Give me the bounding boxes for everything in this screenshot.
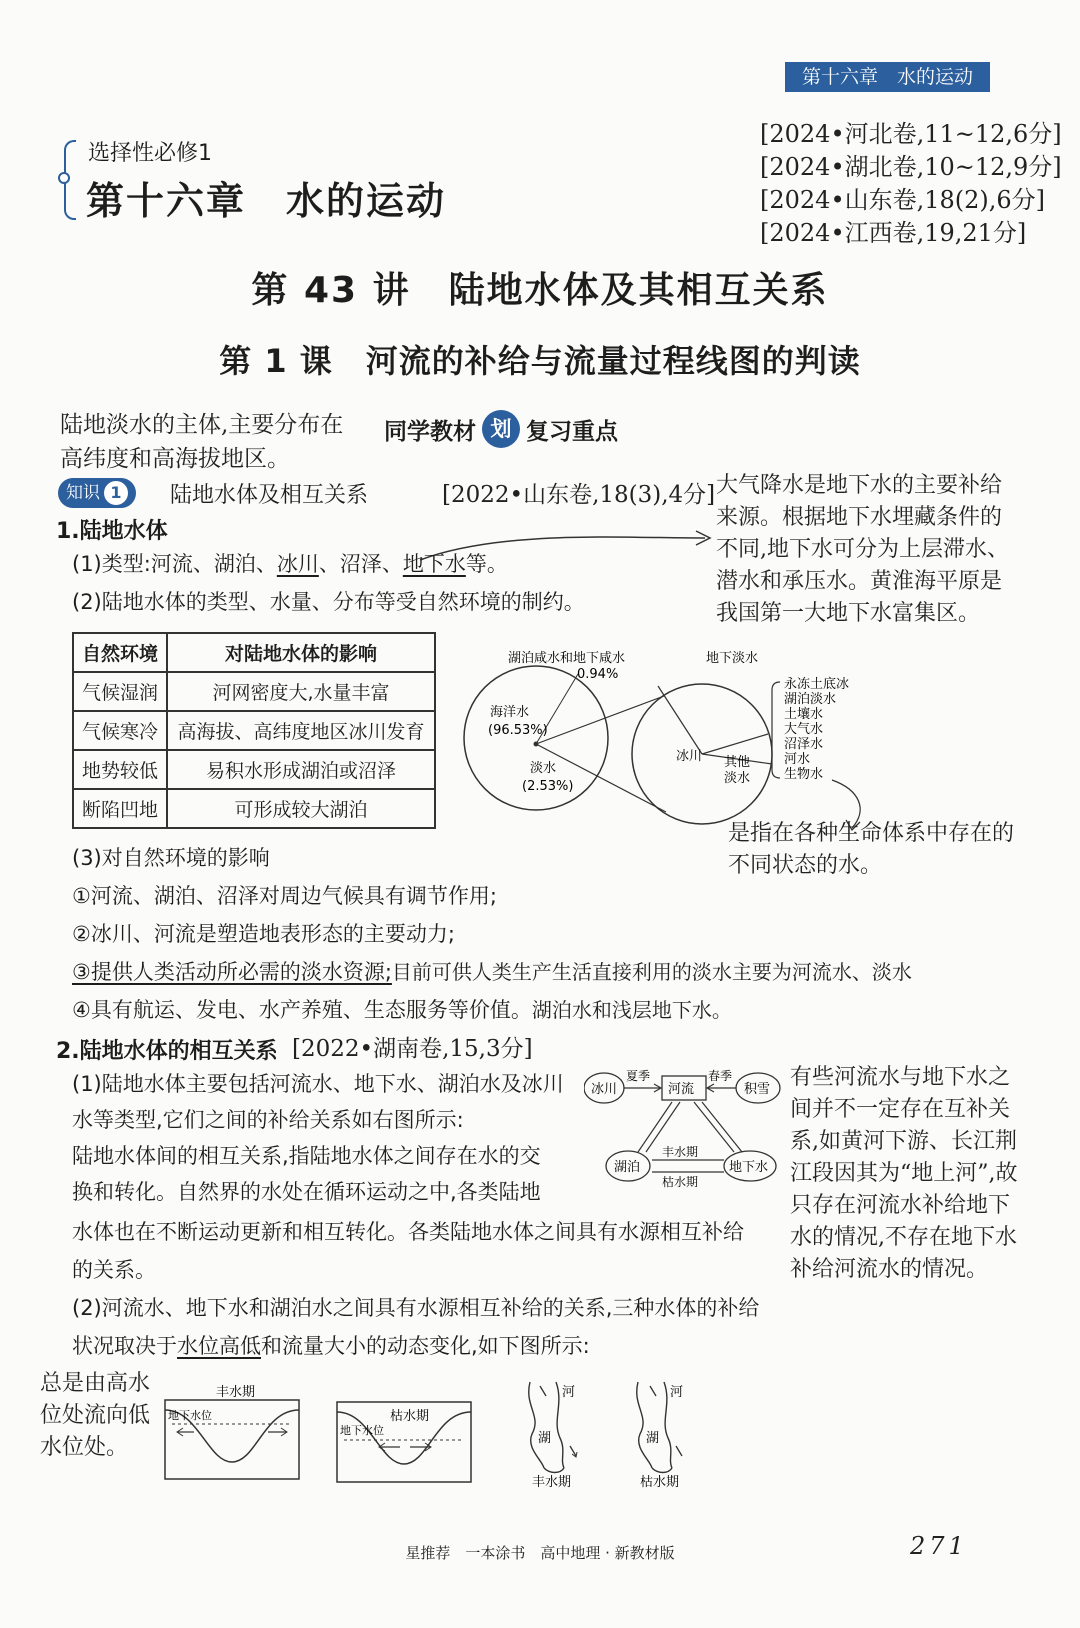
note-bottom-left: 总是由高水位处流向低水位处。 — [40, 1371, 151, 1460]
section2-p1a: (1)陆地水体主要包括河流水、地下水、湖泊水及冰川 — [72, 1072, 564, 1096]
label-snow: 积雪 — [744, 1082, 771, 1097]
d1-label: 地下水位 — [168, 1409, 212, 1422]
label-fresh-pct: (2.53%) — [522, 779, 574, 794]
section1-line3: (3)对自然环境的影响 — [72, 846, 270, 870]
d2-title: 枯水期 — [390, 1409, 430, 1424]
d2-label: 地下水位 — [340, 1424, 384, 1437]
other-item: 生物水 — [784, 767, 824, 782]
section2-p1c: 陆地水体间的相互关系,指陆地水体之间存在水的交 — [72, 1144, 541, 1168]
d4-river: 河 — [670, 1385, 684, 1400]
table-header-row — [73, 633, 435, 672]
review-header — [384, 410, 618, 448]
table-header: 自然环境 — [73, 633, 167, 672]
exam-ref: [2024•江西卷,19,21分] — [760, 219, 1027, 247]
inline-note-4: 湖泊水和浅层地下水。 — [531, 998, 732, 1022]
section2-p2a: (2)河流水、地下水和湖泊水之间具有水源相互补给的关系,三种水体的补给 — [72, 1296, 760, 1320]
environment-table — [72, 632, 436, 829]
section2-heading: 2.陆地水体的相互关系 — [56, 1039, 278, 1064]
label-ground-fresh: 地下淡水 — [706, 651, 759, 666]
label-salty-pct: 0.94% — [577, 667, 619, 682]
label-low: 枯水期 — [662, 1175, 699, 1189]
other-item: 湖泊淡水 — [784, 692, 837, 707]
diagram-high-water — [164, 1384, 300, 1480]
table-cell: 高海拔、高纬度地区冰川发育 — [167, 711, 435, 750]
label-lake: 湖泊 — [614, 1160, 641, 1175]
note-relation: 有些河流水与地下水之间并不一定存在互补关系,如黄河下游、长江荆江段因其为“地上河”,故只存在河流水补给地下水的情况,不存在地下水补给河流水的情况。 — [790, 1065, 1018, 1282]
other-item: 河水 — [784, 752, 811, 767]
chapter-title: 第十六章 水的运动 — [86, 179, 447, 223]
table-row — [73, 711, 435, 750]
line1-underline: 冰川 — [276, 552, 319, 576]
label-river: 河流 — [668, 1082, 695, 1097]
knowledge-badge-number: 1 — [104, 481, 128, 505]
exam-ref: [2024•湖北卷,10~12,9分] — [760, 153, 1062, 181]
d4-caption: 枯水期 — [640, 1475, 680, 1490]
note-right-top: 大气降水是地下水的主要补给来源。根据地下水埋藏条件的不同,地下水可分为上层滞水、潜水和承压水。黄淮海平原是我国第一大地下水富集区。 — [716, 473, 1009, 626]
footer-text: 星推荐 一本涂书 高中地理 · 新教材版 — [405, 1544, 675, 1562]
lecture-title: 第 43 讲 陆地水体及其相互关系 — [251, 270, 829, 311]
table-cell: 气候湿润 — [73, 672, 167, 711]
label-ground: 地下水 — [729, 1160, 769, 1175]
review-badge: 划 — [482, 410, 520, 448]
p2b-text: 状况取决于 — [72, 1334, 177, 1358]
review-prefix: 同学教材 — [384, 418, 476, 445]
table-cell: 气候寒冷 — [73, 711, 167, 750]
section2-p1d: 换和转化。自然界的水处在循环运动之中,各类陆地 — [72, 1180, 541, 1204]
table-row — [73, 672, 435, 711]
section1-item1: ①河流、湖泊、沼泽对周边气候具有调节作用; — [72, 884, 497, 908]
d1-title: 丰水期 — [216, 1385, 256, 1400]
section1-item4 — [72, 994, 732, 1026]
label-summer: 夏季 — [626, 1069, 651, 1083]
d3-river: 河 — [562, 1385, 576, 1400]
chapter-tab: 第十六章 水的运动 — [785, 62, 990, 92]
section2-p1e: 水体也在不断运动更新和相互转化。各类陆地水体之间具有水源相互补给 — [72, 1220, 744, 1244]
diagram-low-water — [336, 1392, 472, 1484]
p2b-underline: 水位高低 — [177, 1334, 261, 1358]
water-distribution-diagram — [460, 640, 880, 840]
line1-underline: 地下水 — [402, 552, 466, 576]
label-glacier: 冰川 — [591, 1082, 618, 1097]
table-row — [73, 750, 435, 789]
d3-caption: 丰水期 — [532, 1475, 572, 1490]
p2b-text: 和流量大小的动态变化,如下图所示: — [261, 1334, 590, 1358]
page-number: 271 — [910, 1532, 968, 1560]
relation-diagram — [584, 1064, 784, 1194]
knowledge-title: 陆地水体及相互关系 — [170, 483, 369, 508]
lesson-title: 第 1 课 河流的补给与流量过程线图的判读 — [219, 342, 861, 380]
label-other: 其他 — [724, 755, 751, 770]
section1-heading: 1.陆地水体 — [56, 519, 168, 544]
label-salty: 湖泊咸水和地下咸水 — [508, 651, 626, 666]
knowledge-ref: [2022•山东卷,18(3),4分] — [442, 482, 716, 508]
note-right-mid: 是指在各种生命体系中存在的不同状态的水。 — [728, 821, 1015, 878]
table-cell: 断陷凹地 — [73, 789, 167, 828]
table-cell: 河网密度大,水量丰富 — [167, 672, 435, 711]
other-item: 沼泽水 — [784, 737, 824, 752]
exam-ref: [2024•河北卷,11~12,6分] — [760, 120, 1062, 148]
label-glacier: 冰川 — [676, 749, 703, 764]
label-fresh: 淡水 — [530, 761, 557, 776]
other-item: 永冻土底冰 — [784, 677, 850, 692]
label-other2: 淡水 — [724, 771, 751, 786]
section2-ref: [2022•湖南卷,15,3分] — [292, 1036, 533, 1062]
item4-text: ④具有航运、发电、水产养殖、生态服务等价值。 — [72, 998, 532, 1022]
elective-label: 选择性必修1 — [88, 141, 212, 166]
diagram-lake-high — [520, 1376, 590, 1490]
table-header: 对陆地水体的影响 — [167, 633, 435, 672]
section2-p1f: 的关系。 — [72, 1258, 156, 1282]
label-ocean-pct: (96.53%) — [488, 723, 548, 738]
knowledge-badge-label: 知识 — [66, 483, 100, 503]
line1-text: (1)类型:河流、湖泊、 — [72, 552, 277, 576]
other-item: 土壤水 — [784, 707, 824, 722]
diagram-lake-low — [626, 1376, 696, 1490]
exam-ref: [2024•山东卷,18(2),6分] — [760, 186, 1046, 214]
d4-lake: 湖 — [646, 1431, 660, 1446]
table-cell: 地势较低 — [73, 750, 167, 789]
item3-text: ③提供人类活动所必需的淡水资源; — [72, 960, 392, 984]
review-suffix: 复习重点 — [526, 418, 618, 445]
inline-note-3: 目前可供人类生产生活直接利用的淡水主要为河流水、淡水 — [391, 960, 912, 984]
section1-line1 — [72, 548, 508, 580]
section1-item2: ②冰川、河流是塑造地表形态的主要动力; — [72, 922, 455, 946]
other-item: 大气水 — [784, 722, 824, 737]
line1-text: 、沼泽、 — [318, 552, 403, 576]
table-cell: 易积水形成湖泊或沼泽 — [167, 750, 435, 789]
d3-lake: 湖 — [538, 1431, 552, 1446]
section1-line2: (2)陆地水体的类型、水量、分布等受自然环境的制约。 — [72, 590, 585, 614]
note-top-left: 陆地淡水的主体,主要分布在高纬度和高海拔地区。 — [60, 412, 344, 472]
chapter-bracket-dot — [58, 172, 70, 184]
table-cell: 可形成较大湖泊 — [167, 789, 435, 828]
table-row — [73, 789, 435, 828]
knowledge-badge — [58, 478, 136, 508]
line1-text: 等。 — [465, 552, 508, 576]
exam-refs — [760, 118, 1062, 250]
section2-p2b — [72, 1330, 590, 1362]
label-ocean: 海洋水 — [490, 705, 530, 720]
label-high: 丰水期 — [662, 1145, 699, 1159]
label-spring: 春季 — [708, 1069, 733, 1083]
section1-item3 — [72, 956, 912, 988]
section2-p1b: 水等类型,它们之间的补给关系如右图所示: — [72, 1108, 464, 1132]
